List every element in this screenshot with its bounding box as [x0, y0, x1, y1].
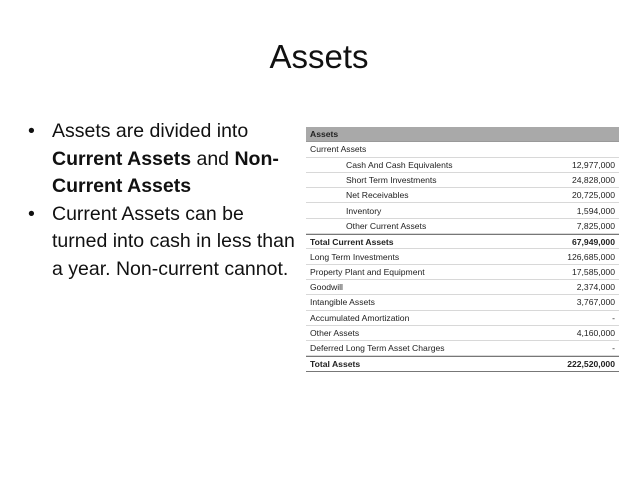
balance-sheet-table [306, 127, 619, 372]
row-label: Other Current Assets [346, 220, 427, 231]
row-value: 222,520,000 [567, 359, 615, 370]
table-header-label: Assets [310, 129, 339, 140]
section-label: Current Assets [310, 144, 367, 155]
table-row [306, 249, 619, 264]
bullet-text: Current Assets can be turned into cash in less than a year. Non-current cannot. [52, 202, 295, 280]
row-value: 24,828,000 [571, 175, 615, 186]
row-label: Deferred Long Term Asset Charges [310, 343, 445, 354]
row-label: Accumulated Amortization [310, 312, 410, 323]
bullet-list [28, 118, 298, 283]
row-label: Cash And Cash Equivalents [346, 159, 453, 170]
row-label: Net Receivables [346, 190, 409, 201]
row-label: Inventory [346, 205, 382, 216]
row-value: 12,977,000 [571, 159, 615, 170]
row-value: 7,825,000 [576, 220, 615, 231]
bullet-item [28, 118, 298, 201]
row-value: 2,374,000 [576, 282, 615, 293]
row-label: Total Assets [310, 359, 361, 370]
table-row [306, 173, 619, 188]
row-label: Intangible Assets [310, 297, 375, 308]
table-row [306, 158, 619, 173]
row-value: 4,160,000 [576, 328, 615, 338]
bullet-text: and [191, 147, 235, 170]
row-label: Total Current Assets [310, 236, 394, 247]
table-row [306, 326, 619, 341]
slide-title: Assets [269, 38, 369, 75]
row-value: 3,767,000 [576, 297, 615, 308]
table-header [306, 127, 619, 142]
total-row [306, 234, 619, 249]
bullet-text: Assets are divided into [52, 120, 249, 142]
row-value: 17,585,000 [571, 266, 615, 277]
row-label: Goodwill [310, 282, 343, 293]
row-value: - [612, 312, 615, 323]
row-label: Other Assets [310, 328, 360, 338]
table-row [306, 311, 619, 326]
row-label: Property Plant and Equipment [310, 266, 425, 277]
table-row [306, 188, 619, 203]
table-row [306, 295, 619, 310]
table-section-row [306, 142, 619, 157]
table-row [306, 265, 619, 280]
table-row [306, 219, 619, 234]
row-value: 1,594,000 [576, 205, 615, 216]
row-label: Long Term Investments [310, 251, 400, 262]
row-value: 126,685,000 [567, 251, 615, 262]
bullet-bold-text: Current Assets [52, 147, 192, 170]
row-value: 67,949,000 [571, 236, 615, 247]
table-row [306, 341, 619, 356]
row-value: 20,725,000 [571, 190, 615, 201]
row-label: Short Term Investments [346, 175, 437, 186]
grand-total-row [306, 356, 619, 371]
bullet-bold-text: Non-Current Assets [52, 147, 279, 197]
table-row [306, 280, 619, 295]
bullet-item [28, 201, 298, 284]
table-row [306, 203, 619, 218]
row-value: - [612, 343, 615, 354]
